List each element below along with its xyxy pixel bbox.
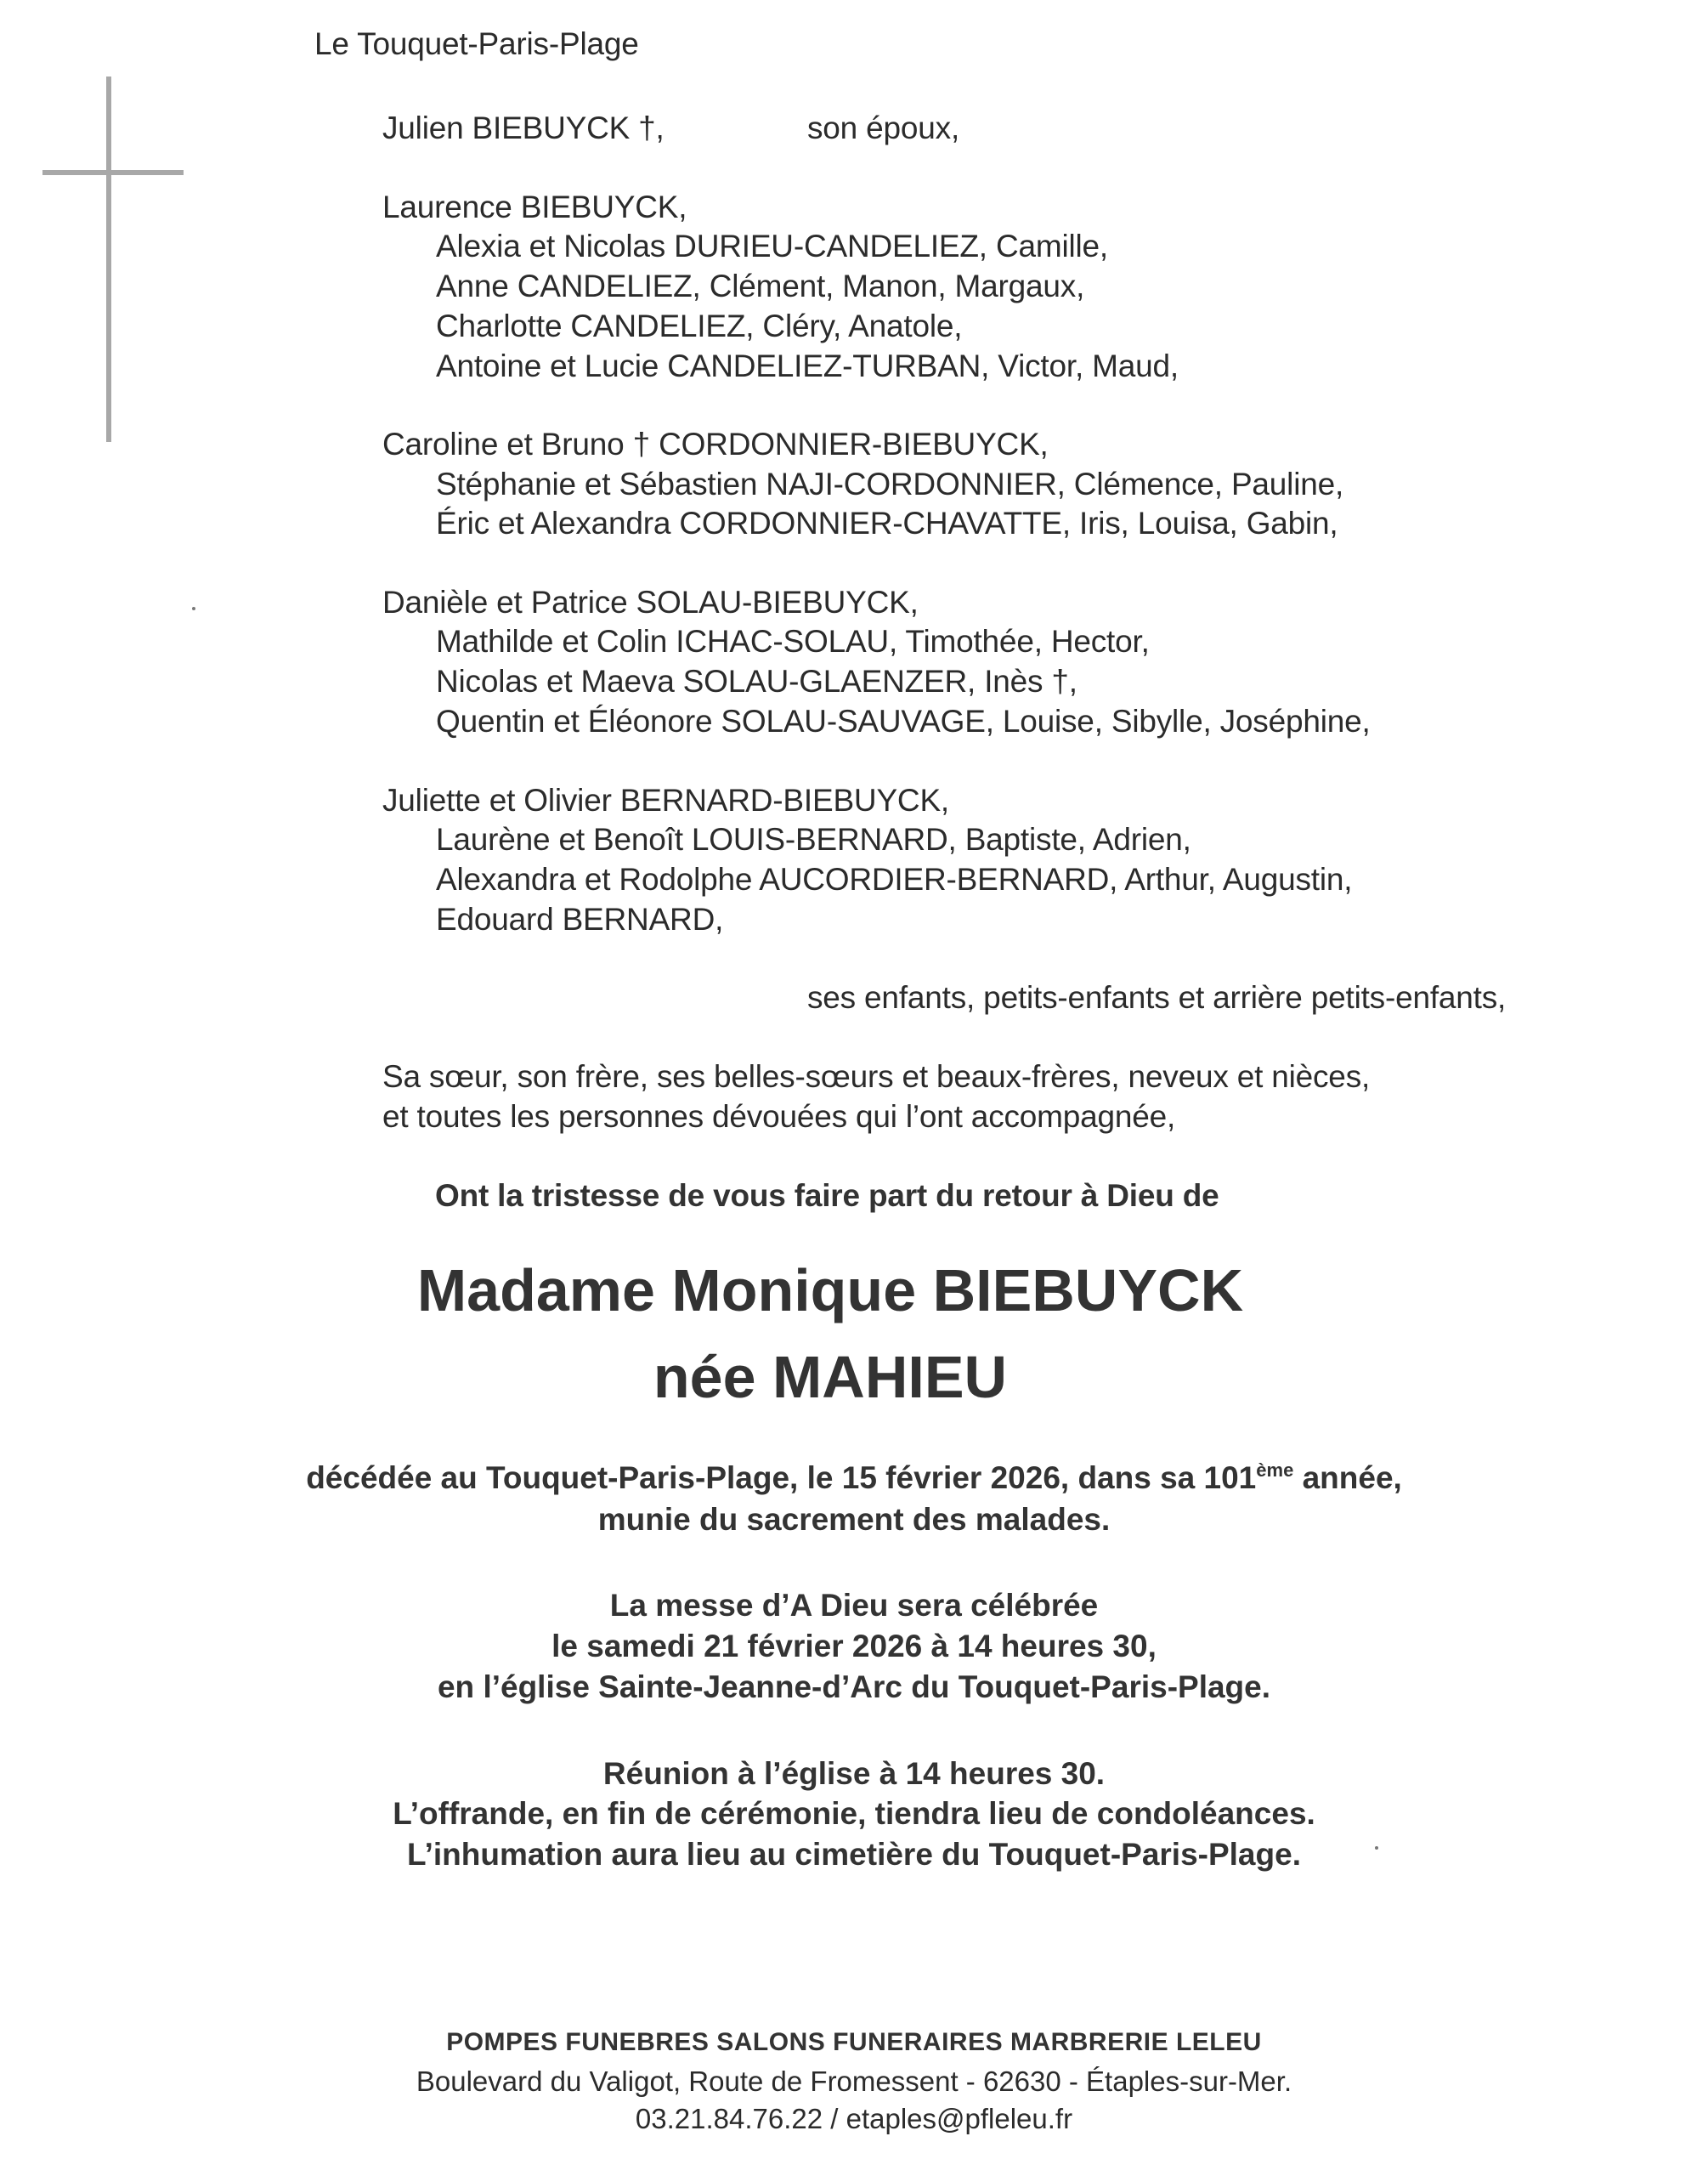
- family-head: Caroline et Bruno † CORDONNIER-BIEBUYCK,: [382, 427, 1049, 462]
- detail-line: L’offrande, en fin de cérémonie, tiendra lieu de condoléances.: [393, 1796, 1315, 1831]
- cross-icon: [42, 76, 184, 442]
- scan-speck: [1375, 1846, 1378, 1850]
- family-member: Nicolas et Maeva SOLAU-GLAENZER, Inès †,: [436, 664, 1077, 699]
- announcement: Ont la tristesse de vous faire part du retour à Dieu de: [435, 1178, 1219, 1213]
- mass-line: le samedi 21 février 2026 à 14 heures 30,: [551, 1629, 1157, 1663]
- family-member: Éric et Alexandra CORDONNIER-CHAVATTE, Iris, Louisa, Gabin,: [436, 506, 1338, 541]
- relatives-line: et toutes les personnes dévouées qui l’ont accompagnée,: [382, 1099, 1176, 1134]
- spouse-relation: son époux,: [807, 110, 960, 145]
- family-member: Mathilde et Colin ICHAC-SOLAU, Timothée, Hector,: [436, 624, 1150, 659]
- family-member: Stéphanie et Sébastien NAJI-CORDONNIER, Clémence, Pauline,: [436, 467, 1344, 502]
- family-member: Charlotte CANDELIEZ, Cléry, Anatole,: [436, 309, 963, 343]
- spouse-name: Julien BIEBUYCK †,: [382, 110, 665, 145]
- family-member: Alexia et Nicolas DURIEU-CANDELIEZ, Camille,: [436, 229, 1108, 264]
- funeral-home-name: POMPES FUNEBRES SALONS FUNERAIRES MARBRERIE LELEU: [446, 2028, 1262, 2056]
- relatives-line: Sa sœur, son frère, ses belles-sœurs et beaux-frères, neveux et nièces,: [382, 1059, 1371, 1094]
- family-member: Alexandra et Rodolphe AUCORDIER-BERNARD, Arthur, Augustin,: [436, 862, 1353, 897]
- detail-line: L’inhumation aura lieu au cimetière du Touquet-Paris-Plage.: [407, 1837, 1301, 1872]
- scan-speck: [192, 607, 195, 610]
- deceased-name: Madame Monique BIEBUYCK: [416, 1257, 1244, 1323]
- funeral-home-contact: 03.21.84.76.22 / etaples@pfleleu.fr: [635, 2103, 1073, 2134]
- sacrament-line: munie du sacrement des malades.: [597, 1502, 1111, 1537]
- mass-line: en l’église Sainte-Jeanne-d’Arc du Touquet-Paris-Plage.: [437, 1669, 1271, 1704]
- children-line: ses enfants, petits-enfants et arrière petits-enfants,: [807, 980, 1507, 1015]
- death-info: décédée au Touquet-Paris-Plage, le 15 février 2026, dans sa 101ème année,: [306, 1459, 1402, 1495]
- mass-line: La messe d’A Dieu sera célébrée: [609, 1588, 1099, 1623]
- family-member: Quentin et Éléonore SOLAU-SAUVAGE, Louise, Sibylle, Joséphine,: [436, 704, 1371, 739]
- family-member: Anne CANDELIEZ, Clément, Manon, Margaux,: [436, 269, 1085, 303]
- detail-line: Réunion à l’église à 14 heures 30.: [602, 1756, 1106, 1791]
- family-head: Danièle et Patrice SOLAU-BIEBUYCK,: [382, 585, 919, 620]
- family-member: Laurène et Benoît LOUIS-BERNARD, Baptiste, Adrien,: [436, 822, 1191, 857]
- funeral-home-address: Boulevard du Valigot, Route de Fromessent - 62630 - Étaples-sur-Mer.: [416, 2066, 1292, 2097]
- deceased-maiden-name: née MAHIEU: [653, 1344, 1008, 1410]
- location: Le Touquet-Paris-Plage: [314, 26, 639, 61]
- family-head: Juliette et Olivier BERNARD-BIEBUYCK,: [382, 783, 950, 818]
- family-member: Edouard BERNARD,: [436, 902, 724, 937]
- family-head: Laurence BIEBUYCK,: [382, 190, 687, 224]
- family-member: Antoine et Lucie CANDELIEZ-TURBAN, Victor, Maud,: [436, 348, 1179, 383]
